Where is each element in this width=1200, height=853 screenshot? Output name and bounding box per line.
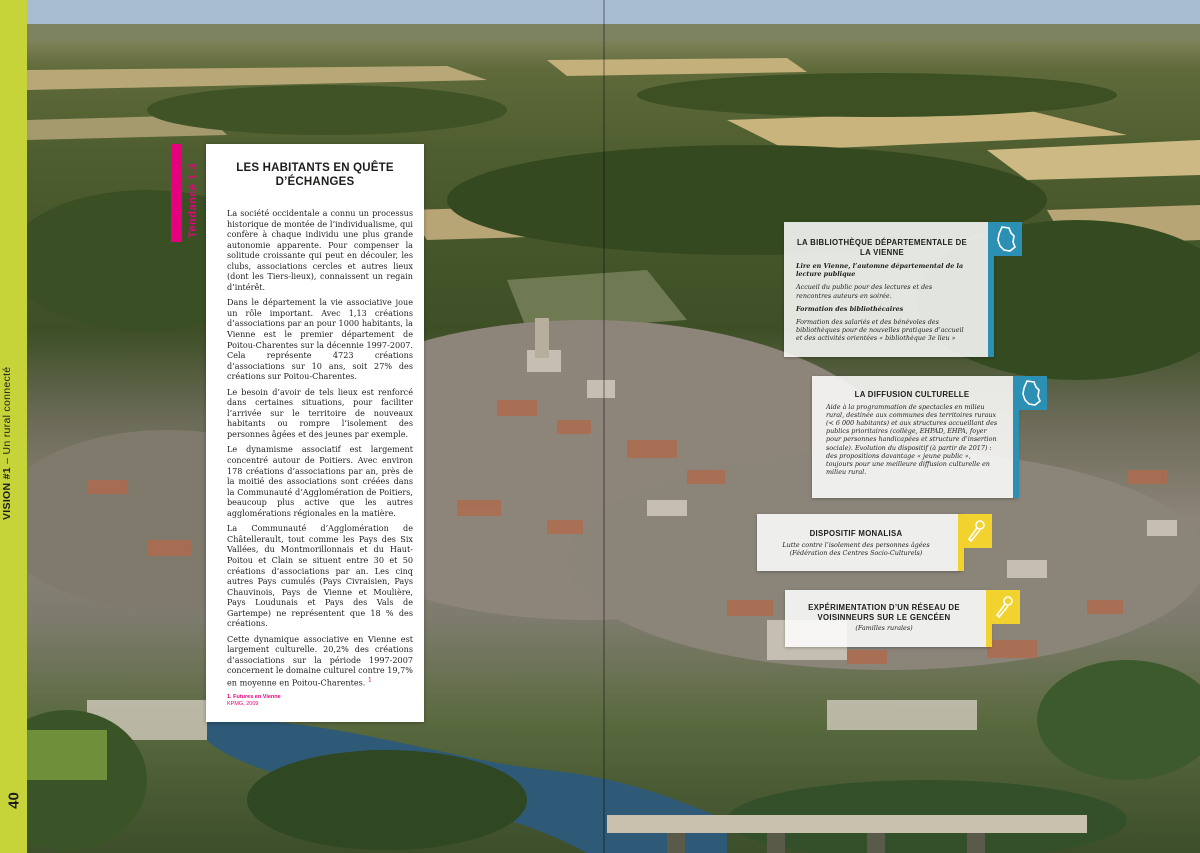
vienne-map-icon bbox=[990, 222, 1022, 256]
article-card bbox=[206, 144, 424, 722]
tendance-tag-bar bbox=[171, 144, 182, 242]
vienne-map-icon bbox=[1015, 376, 1047, 410]
section-label: VISION #1 bbox=[1, 467, 13, 520]
monalisa-box bbox=[757, 514, 963, 571]
article-paragraph: La société occidentale a connu un processus historique de montée de l’individualisme, qui confère à chaque individu une plus grande autonomie apparente. Pour compenser la solitude croissante qui peut en découler, les clubs, associations cercles et autres lieux (dont les Tiers-lieux), connaissent un regain d’intérêt. bbox=[227, 208, 413, 292]
article-paragraph: La Communauté d’Agglomération de Châtellerault, tout comme les Pays des Six Vallées, du Montmorillonnais et du Haut-Poitou et Clain se situent entre 30 et 50 créations d’associations par an. Les cinq autres Pays cumulés (Pays Civraisien, Pays Chauvinois, Pays de Vienne et Moulière, Pays Loudunais et Pays des Vals de Gartempe) ne représentent que 18 % des créations. bbox=[227, 523, 413, 629]
microphone-icon bbox=[960, 514, 992, 548]
aerial-photo bbox=[27, 0, 1200, 853]
diffusion-text: Aide à la programmation de spectacles en milieu rural, destinée aux communes des territoires ruraux (< 6 000 habitants) et aux structures accueillant des publics prioritaires (collège, EHPAD, EHPA, foyer pour personnes handicapées et structure d’insertion sociale). Evolution du dispositif (à partir de 2017) : des propositions davantage « jeune public », toujours pour une meilleure diffusion culturelle en milieu rural. bbox=[826, 402, 998, 477]
page-number: 40 bbox=[5, 792, 23, 809]
bibliotheque-subtitle-2: Formation des bibliothécaires bbox=[796, 304, 904, 313]
footnote-title: 1. Futures en Vienne bbox=[227, 694, 281, 701]
diffusion-title: LA DIFFUSION CULTURELLE bbox=[854, 390, 970, 399]
article-paragraph: Le dynamisme associatif est largement concentré autour de Poitiers. Avec environ 178 créations d’associations par an, près de la moitié des associations sont créées dans la Communauté d’Agglomération de Poitiers, beaucoup plus active que les autres agglomérations régionales en la matière. bbox=[227, 444, 413, 518]
monalisa-text: Lutte contre l’isolement des personnes âgées (Fédération des Centres Socio-Culturels) bbox=[782, 540, 930, 557]
microphone-icon bbox=[988, 590, 1020, 624]
section-running-head bbox=[1, 300, 13, 520]
article-paragraph: Dans le département la vie associative joue un rôle important. Avec 1,13 créations d’associations par an pour 1000 habitants, la Vienne est le premier département de Poitou-Charentes sur la décennie 1997-2007. Cela représente 4723 créations d’associations sur 10 ans, soit 27% des créations sur Poitou-Charentes. bbox=[227, 297, 413, 382]
footnote bbox=[227, 694, 413, 708]
bibliotheque-text-1: Accueil du public pour des lectures et des rencontres auteurs en soirée. bbox=[796, 283, 933, 300]
page-fold bbox=[603, 0, 605, 853]
monalisa-title: DISPOSITIF MONALISA bbox=[809, 529, 903, 538]
article-paragraph-last bbox=[227, 634, 413, 688]
section-separator: – bbox=[1, 454, 13, 468]
article-paragraph: Le besoin d’avoir de tels lieux est renforcé dans certaines situations, pour faciliter l’arrivée sur le territoire de nouveaux habitants ou rompre l’isolement des personnes âgées et des jeunes par exemple. bbox=[227, 386, 413, 439]
voisinneurs-box bbox=[785, 590, 991, 647]
bibliotheque-title: LA BIBLIOTHÈQUE DÉPARTEMENTALE DE LA VIENNE bbox=[796, 238, 968, 257]
last-paragraph-text: Cette dynamique associative en Vienne est largement culturelle. 20,2% des créations d’associations sur la période 1997-2007 concernent le domaine culturel contre 19,7% en moyenne en Poitou-Charentes. bbox=[227, 633, 413, 688]
article-title: LES HABITANTS EN QUÊTE D’ÉCHANGES bbox=[236, 162, 394, 188]
section-subtitle: Un rural connecté bbox=[1, 366, 13, 455]
bibliotheque-text-2: Formation des salariés et des bénévoles des bibliothèques pour de nouvelles pratiques d’accueil et des activités orientées « bibliothèque 3e lieu » bbox=[796, 318, 964, 343]
voisinneurs-title: EXPÉRIMENTATION D’UN RÉSEAU DE VOISINNEURS SUR LE GENCÉEN bbox=[808, 603, 960, 622]
article-body bbox=[227, 208, 413, 708]
diffusion-box bbox=[812, 376, 1018, 498]
bibliotheque-box bbox=[784, 222, 994, 357]
voisinneurs-text: (Familles rurales) bbox=[855, 624, 913, 632]
footnote-source: KPMG, 2009 bbox=[227, 701, 259, 708]
footnote-marker: 1 bbox=[367, 676, 372, 684]
tendance-tag-label: Tendance 1.3 bbox=[187, 163, 199, 238]
bibliotheque-subtitle-1: Lire en Vienne, l’automne départemental de la lecture publique bbox=[796, 262, 964, 279]
aerial-landscape-illustration bbox=[27, 0, 1200, 853]
